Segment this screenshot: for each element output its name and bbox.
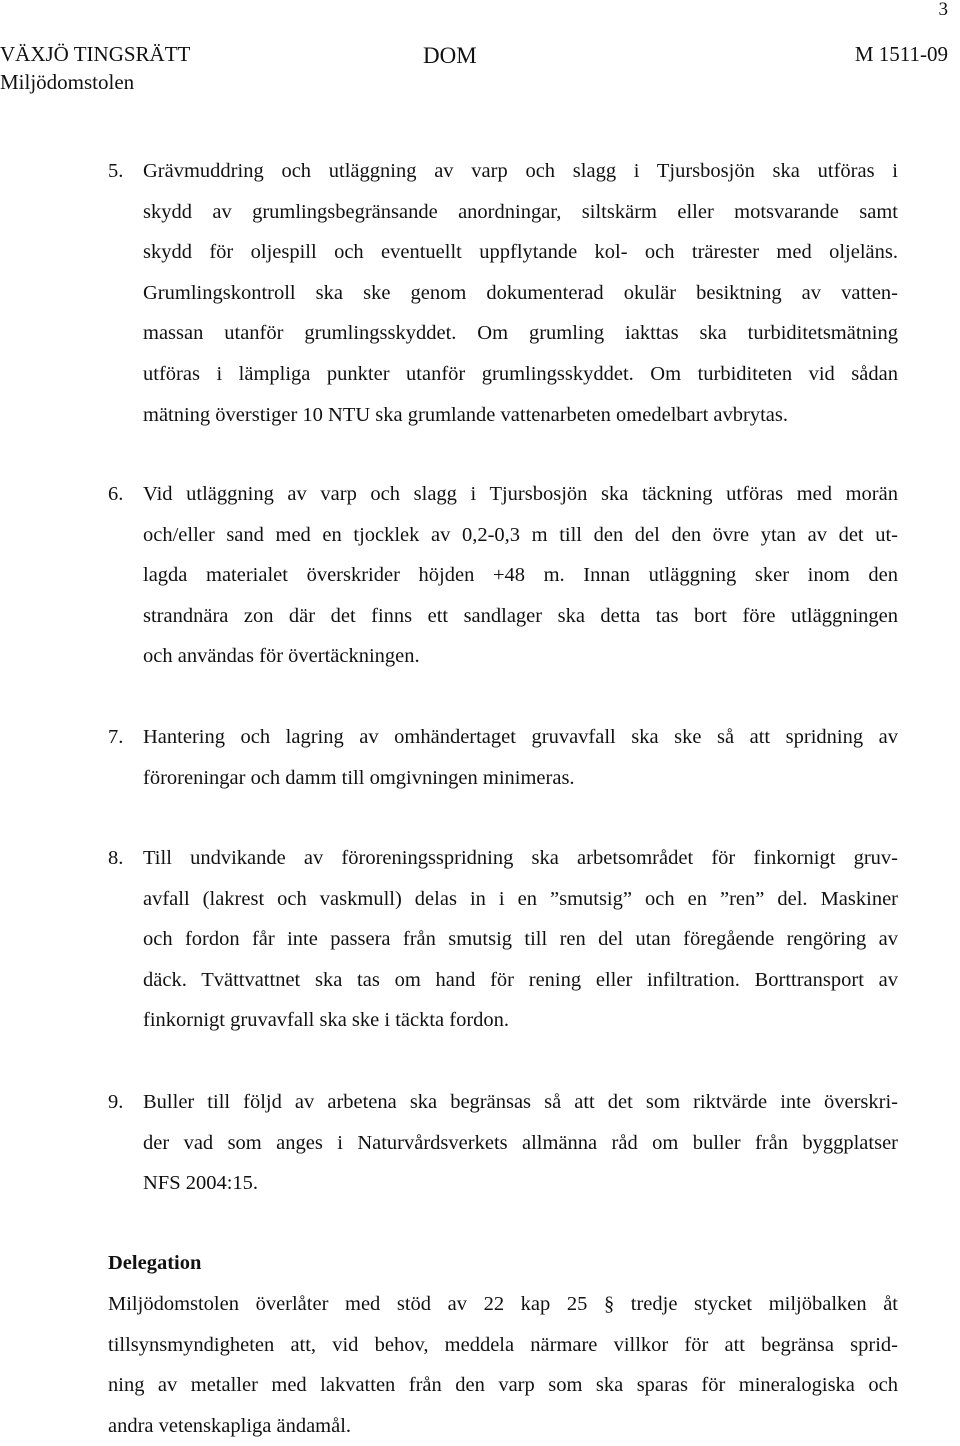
text-line: Vid utläggning av varp och slagg i Tjursbosjön ska täckning utföras med morän [143, 483, 898, 505]
condition-item-7 [108, 717, 898, 798]
text-line: skydd av grumlingsbegränsande anordningar, siltskärm eller motsvarande samt [143, 200, 898, 223]
item-number: 9. [108, 1091, 124, 1113]
condition-item-9 [108, 1082, 898, 1204]
text-line: avfall (lakrest och vaskmull) delas in i en ”smutsig” och en ”ren” del. Maskiner [143, 887, 898, 910]
item-text [143, 1082, 898, 1204]
text-line: tillsynsmyndigheten att, vid behov, meddela närmare villkor för att begränsa sprid- [108, 1333, 898, 1356]
text-line: strandnära zon där det finns ett sandlager ska detta tas bort före utläggningen [143, 604, 898, 627]
text-line: utföras i lämpliga punkter utanför grumlingsskyddet. Om turbiditeten vid sådan [143, 362, 898, 385]
text-line: Buller till följd av arbetena ska begränsas så att det som riktvärde inte överskri- [143, 1091, 898, 1113]
item-text [143, 838, 898, 1041]
text-line: der vad som anges i Naturvårdsverkets allmänna råd om buller från byggplatser [143, 1131, 898, 1154]
text-line: Till undvikande av föroreningsspridning ska arbetsområdet för finkornigt gruv- [143, 847, 898, 869]
document-type: DOM [423, 43, 477, 68]
text-line: och användas för övertäckningen. [143, 645, 420, 668]
text-line: NFS 2004:15. [143, 1172, 259, 1195]
text-line: skydd för oljespill och eventuellt uppflytande kol- och trärester med oljeläns. [143, 241, 898, 264]
text-line: massan utanför grumlingsskyddet. Om grumling iakttas ska turbiditetsmätning [143, 322, 898, 345]
court-name: VÄXJÖ TINGSRÄTT [0, 42, 191, 66]
text-line: och/eller sand med en tjocklek av 0,2-0,3 m till den del den övre ytan av det ut- [143, 523, 898, 546]
text-line: föroreningar och damm till omgivningen minimeras. [143, 766, 575, 789]
condition-item-5 [108, 151, 898, 435]
text-line: och fordon får inte passera från smutsig till ren del utan föregående rengöring av [143, 928, 898, 951]
item-number: 7. [108, 726, 124, 748]
item-number: 6. [108, 483, 124, 505]
text-line: finkornigt gruvavfall ska ske i täckta fordon. [143, 1009, 510, 1032]
text-line: ning av metaller med lakvatten från den varp som ska sparas för mineralogiska och [108, 1374, 898, 1397]
condition-item-6 [108, 474, 898, 677]
item-number: 8. [108, 847, 124, 869]
case-number: M 1511-09 [854, 42, 948, 66]
page-number: 3 [938, 0, 948, 20]
item-text [143, 151, 898, 435]
text-line: Grävmuddring och utläggning av varp och slagg i Tjursbosjön ska utföras i [143, 160, 898, 182]
text-line: Miljödomstolen överlåter med stöd av 22 kap 25 § tredje stycket miljöbalken åt [108, 1293, 898, 1315]
item-text [143, 474, 898, 677]
item-number: 5. [108, 160, 124, 182]
text-line: däck. Tvättvattnet ska tas om hand för rening eller infiltration. Borttransport av [143, 968, 898, 991]
court-unit: Miljödomstolen [0, 70, 135, 94]
text-line: mätning överstiger 10 NTU ska grumlande vattenarbeten omedelbart avbrytas. [143, 403, 788, 426]
delegation-heading: Delegation [108, 1252, 202, 1274]
text-line: andra vetenskapliga ändamål. [108, 1414, 352, 1437]
delegation-paragraph [108, 1284, 898, 1446]
text-line: Hantering och lagring av omhändertaget gruvavfall ska ske så att spridning av [143, 726, 898, 748]
item-text [143, 717, 898, 798]
condition-item-8 [108, 838, 898, 1041]
text-line: Grumlingskontroll ska ske genom dokumenterad okulär besiktning av vatten- [143, 281, 898, 304]
text-line: lagda materialet överskrider höjden +48 m. Innan utläggning sker inom den [143, 564, 898, 587]
